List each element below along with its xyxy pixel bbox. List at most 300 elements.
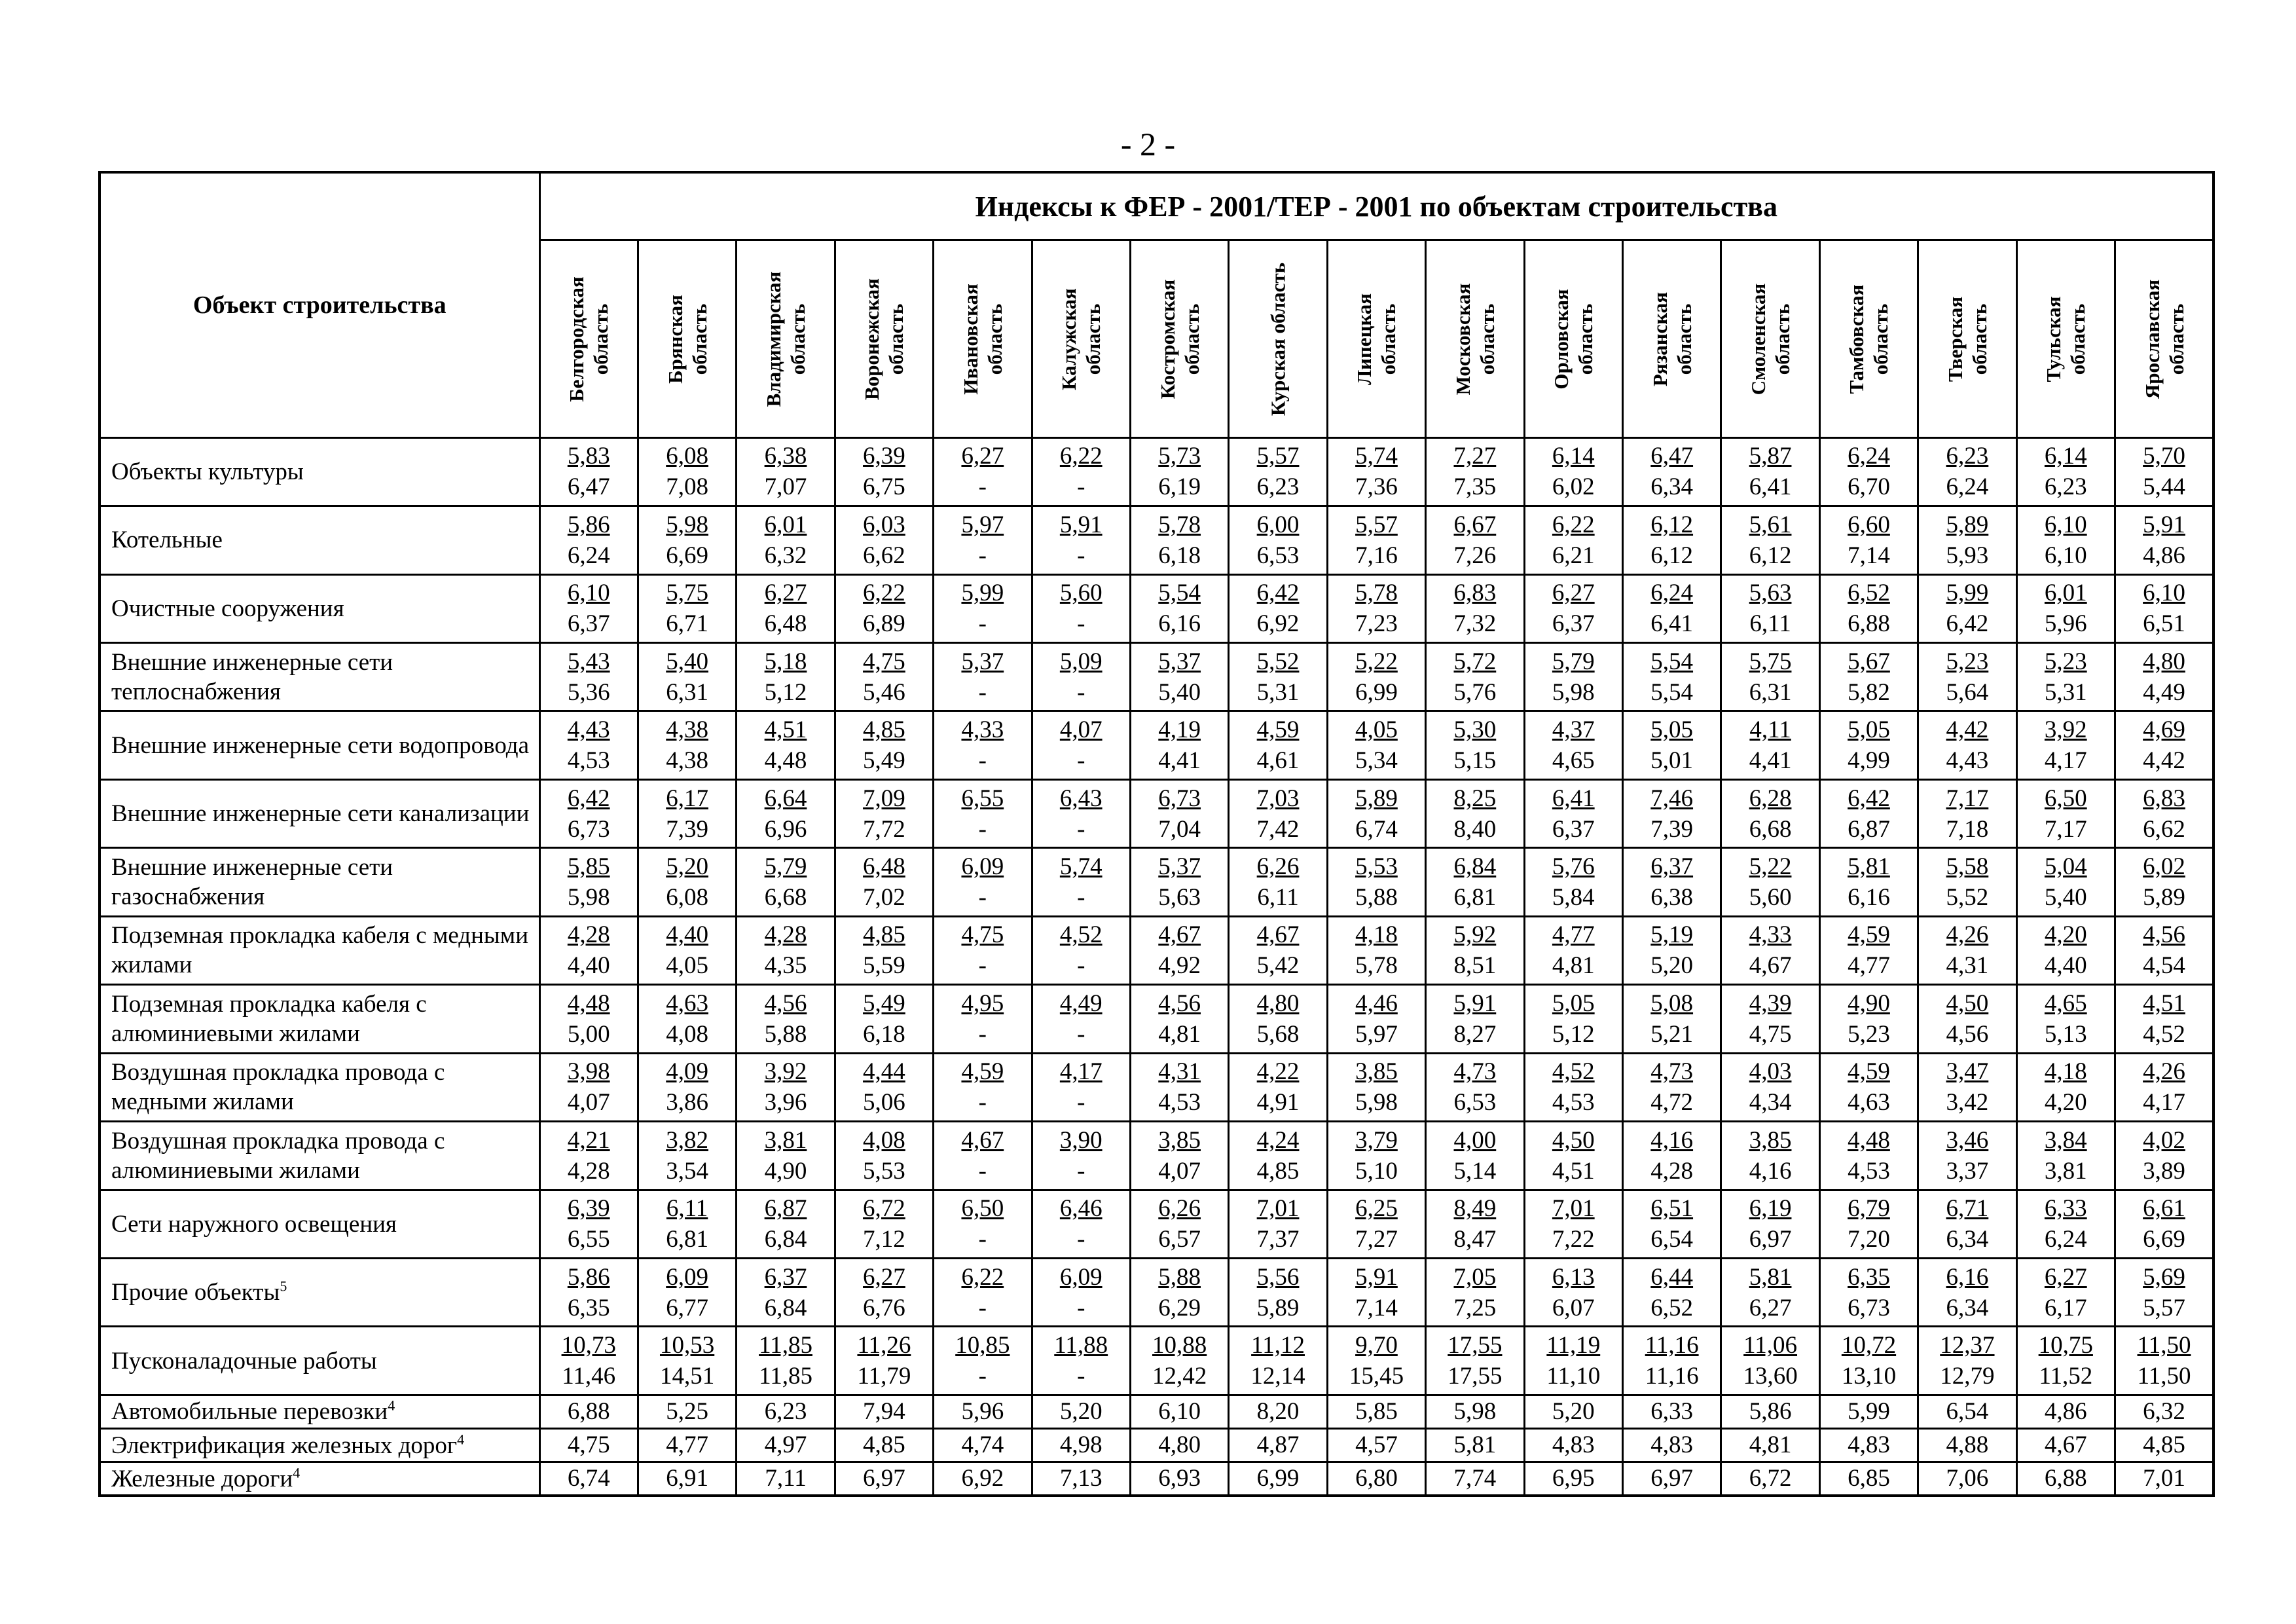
ter-index-value: 7,36 xyxy=(1355,473,1398,501)
fer-index-value: 4,00 xyxy=(1453,1126,1497,1154)
ter-index-value: 7,42 xyxy=(1256,815,1300,843)
index-cell xyxy=(835,506,933,574)
ter-index-value: 4,38 xyxy=(666,747,708,775)
ter-index-value: 6,37 xyxy=(567,610,610,638)
index-cell xyxy=(1130,1122,1228,1190)
object-name xyxy=(100,437,539,506)
fer-index-value: 5,81 xyxy=(1848,853,1890,881)
ter-index-value: 6,53 xyxy=(1256,542,1300,569)
region-name-line: Костромская xyxy=(1156,279,1179,399)
region-name xyxy=(1549,289,1597,389)
ter-index-value: 5,06 xyxy=(863,1089,905,1116)
ter-index-value: 4,56 xyxy=(1946,1020,1989,1048)
object-name-text: Прочие объекты xyxy=(111,1279,280,1306)
ter-index-value: 6,69 xyxy=(666,542,708,569)
index-cell xyxy=(737,643,835,711)
ter-index-value: - xyxy=(1077,815,1085,843)
fer-index-value: 5,09 xyxy=(1059,648,1102,675)
ter-index-value: 4,77 xyxy=(1848,952,1890,980)
ter-index-value: 5,68 xyxy=(1256,1020,1300,1048)
region-header xyxy=(1721,240,1819,437)
index-cell xyxy=(934,437,1032,506)
fer-index-value: 5,79 xyxy=(764,853,807,881)
index-cell xyxy=(1426,779,1524,847)
fer-index-value: 6,44 xyxy=(1650,1263,1694,1291)
fer-index-value: 4,59 xyxy=(961,1058,1004,1086)
index-cell xyxy=(1032,985,1130,1053)
index-cell xyxy=(539,1462,638,1496)
fer-index-value: 5,86 xyxy=(567,1263,610,1291)
object-name xyxy=(100,779,539,847)
index-cell xyxy=(1622,574,1721,642)
index-cell xyxy=(1327,437,1425,506)
ter-index-value: 6,31 xyxy=(666,678,708,706)
index-cell xyxy=(1426,1122,1524,1190)
fer-index-value: 6,22 xyxy=(863,580,905,607)
object-name-text: Внешние инженерные сети газоснабжения xyxy=(111,854,393,911)
index-cell xyxy=(1918,1462,2016,1496)
index-cell xyxy=(1229,1395,1327,1428)
index-cell xyxy=(1721,1053,1819,1121)
index-cell xyxy=(1130,643,1228,711)
fer-index-value: 4,73 xyxy=(1453,1058,1497,1086)
index-cell xyxy=(1426,1190,1524,1258)
index-cell xyxy=(737,848,835,916)
ter-index-value: 4,86 xyxy=(2143,542,2185,569)
region-header xyxy=(1327,240,1425,437)
fer-index-value: 5,53 xyxy=(1355,853,1398,881)
index-value: 5,99 xyxy=(1848,1397,1890,1425)
object-name xyxy=(100,1190,539,1258)
index-cell xyxy=(1229,711,1327,779)
ter-index-value: 5,42 xyxy=(1256,952,1300,980)
fer-index-value: 6,09 xyxy=(961,853,1004,881)
region-name-line: Смоленская xyxy=(1747,283,1770,395)
index-cell xyxy=(1032,711,1130,779)
region-name xyxy=(958,284,1007,395)
index-cell xyxy=(1327,711,1425,779)
index-cell xyxy=(835,848,933,916)
index-value: 6,72 xyxy=(1749,1465,1792,1492)
index-cell xyxy=(2115,1190,2214,1258)
fer-index-value: 6,52 xyxy=(1848,580,1890,607)
fer-index-value: 17,55 xyxy=(1448,1332,1503,1359)
object-name xyxy=(100,1122,539,1190)
region-name xyxy=(1057,288,1105,390)
index-cell xyxy=(1327,506,1425,574)
fer-index-value: 4,33 xyxy=(1749,921,1792,949)
fer-index-value: 3,84 xyxy=(2044,1126,2087,1154)
fer-index-value: 4,28 xyxy=(764,921,807,949)
fer-index-value: 6,17 xyxy=(666,784,708,812)
index-value: 6,91 xyxy=(666,1465,708,1492)
fer-index-value: 5,98 xyxy=(666,511,708,538)
table-row xyxy=(100,848,2214,916)
region-name xyxy=(2041,296,2090,382)
index-cell xyxy=(934,574,1032,642)
fer-index-value: 5,22 xyxy=(1749,853,1792,881)
index-cell xyxy=(2115,574,2214,642)
ter-index-value: 5,15 xyxy=(1453,747,1497,775)
index-cell xyxy=(1032,574,1130,642)
fer-index-value: 5,37 xyxy=(961,648,1004,675)
index-cell xyxy=(1032,437,1130,506)
ter-index-value: 7,08 xyxy=(666,473,708,501)
index-cell xyxy=(1327,1190,1425,1258)
fer-index-value: 5,75 xyxy=(666,580,708,607)
fer-index-value: 6,01 xyxy=(2044,580,2087,607)
region-header xyxy=(1819,240,1918,437)
ter-index-value: 5,57 xyxy=(2143,1294,2185,1321)
index-cell xyxy=(1524,1258,1622,1326)
fer-index-value: 4,17 xyxy=(1059,1058,1102,1086)
fer-index-value: 5,89 xyxy=(1355,784,1398,812)
fer-index-value: 4,52 xyxy=(1552,1058,1595,1086)
ter-index-value: 6,88 xyxy=(1848,610,1890,638)
index-cell xyxy=(1327,1053,1425,1121)
fer-index-value: 10,72 xyxy=(1841,1332,1897,1359)
region-header xyxy=(2115,240,2214,437)
ter-index-value: 3,37 xyxy=(1946,1157,1989,1185)
fer-index-value: 5,30 xyxy=(1453,716,1497,744)
ter-index-value: 6,92 xyxy=(1256,610,1300,638)
index-cell xyxy=(934,1429,1032,1462)
fer-index-value: 4,28 xyxy=(567,921,610,949)
index-cell xyxy=(1229,1190,1327,1258)
region-name-line: Ивановская xyxy=(958,283,982,395)
index-cell xyxy=(2115,985,2214,1053)
ter-index-value: - xyxy=(978,884,987,912)
fer-index-value: 4,33 xyxy=(961,716,1004,744)
fer-index-value: 6,35 xyxy=(1848,1263,1890,1291)
index-cell xyxy=(1130,916,1228,984)
object-name-text: Воздушная прокладка провода с медными жилами xyxy=(111,1059,445,1116)
index-cell xyxy=(1229,848,1327,916)
fer-index-value: 6,71 xyxy=(1946,1195,1989,1223)
index-cell xyxy=(1229,1258,1327,1326)
ter-index-value: 5,54 xyxy=(1650,678,1694,706)
index-cell xyxy=(1130,1429,1228,1462)
region-name-line: область xyxy=(1771,303,1795,375)
index-cell xyxy=(638,1462,736,1496)
index-cell xyxy=(1622,1122,1721,1190)
index-cell xyxy=(934,1327,1032,1395)
fer-index-value: 4,49 xyxy=(1059,989,1102,1017)
ter-index-value: 5,98 xyxy=(1355,1089,1398,1116)
fer-index-value: 4,48 xyxy=(567,989,610,1017)
object-name xyxy=(100,643,539,711)
ter-index-value: 7,39 xyxy=(1650,815,1694,843)
region-header xyxy=(1426,240,1524,437)
fer-index-value: 5,97 xyxy=(961,511,1004,538)
index-cell xyxy=(1918,848,2016,916)
fer-index-value: 11,19 xyxy=(1546,1332,1601,1359)
index-cell xyxy=(638,506,736,574)
fer-index-value: 4,67 xyxy=(961,1126,1004,1154)
fer-index-value: 7,01 xyxy=(1256,1195,1300,1223)
index-cell xyxy=(1524,779,1622,847)
fer-index-value: 8,25 xyxy=(1453,784,1497,812)
index-cell xyxy=(2016,848,2115,916)
ter-index-value: 4,42 xyxy=(2143,747,2185,775)
fer-index-value: 4,52 xyxy=(1059,921,1102,949)
index-cell xyxy=(1426,985,1524,1053)
index-cell xyxy=(1918,1395,2016,1428)
ter-index-value: 11,10 xyxy=(1546,1363,1601,1390)
index-cell xyxy=(2115,1053,2214,1121)
index-cell xyxy=(1032,1429,1130,1462)
ter-index-value: 11,85 xyxy=(759,1363,812,1390)
fer-index-value: 4,09 xyxy=(666,1058,708,1086)
fer-index-value: 5,70 xyxy=(2143,443,2185,470)
index-cell xyxy=(539,574,638,642)
index-cell xyxy=(638,574,736,642)
index-cell xyxy=(737,711,835,779)
index-value: 8,20 xyxy=(1256,1397,1300,1425)
ter-index-value: 6,38 xyxy=(1650,884,1694,912)
fer-index-value: 5,81 xyxy=(1749,1263,1792,1291)
fer-index-value: 6,46 xyxy=(1059,1195,1102,1223)
fer-index-value: 5,78 xyxy=(1158,511,1201,538)
fer-index-value: 6,42 xyxy=(1848,784,1890,812)
index-cell xyxy=(1819,574,1918,642)
region-name-line: Тамбовская xyxy=(1845,284,1868,394)
index-cell xyxy=(1327,1122,1425,1190)
fer-index-value: 6,64 xyxy=(764,784,807,812)
index-cell xyxy=(638,1122,736,1190)
index-value: 6,97 xyxy=(863,1465,905,1492)
fer-index-value: 7,09 xyxy=(863,784,905,812)
index-cell xyxy=(1229,1462,1327,1496)
index-cell xyxy=(1426,1327,1524,1395)
ter-index-value: 7,18 xyxy=(1946,815,1989,843)
ter-index-value: 5,10 xyxy=(1355,1157,1398,1185)
fer-index-value: 6,55 xyxy=(961,784,1004,812)
ter-index-value: 5,98 xyxy=(567,884,610,912)
index-cell xyxy=(638,848,736,916)
index-cell xyxy=(638,1395,736,1428)
ter-index-value: 5,88 xyxy=(764,1020,807,1048)
index-cell xyxy=(835,643,933,711)
ter-index-value: - xyxy=(978,952,987,980)
ter-index-value: 4,31 xyxy=(1946,952,1989,980)
index-cell xyxy=(1819,1429,1918,1462)
index-cell xyxy=(1524,1395,1622,1428)
index-cell xyxy=(737,1429,835,1462)
index-cell xyxy=(2016,1429,2115,1462)
fer-index-value: 4,22 xyxy=(1256,1058,1300,1086)
region-name xyxy=(1451,283,1499,395)
ter-index-value: 12,79 xyxy=(1940,1363,1995,1390)
index-cell xyxy=(1721,506,1819,574)
region-name xyxy=(2140,279,2189,398)
index-cell xyxy=(1622,643,1721,711)
index-value: 6,88 xyxy=(567,1397,610,1425)
ter-index-value: 7,04 xyxy=(1158,815,1201,843)
index-cell xyxy=(1819,711,1918,779)
index-cell xyxy=(1524,1122,1622,1190)
ter-index-value: 4,51 xyxy=(1552,1157,1595,1185)
fer-index-value: 4,38 xyxy=(666,716,708,744)
index-cell xyxy=(1622,1053,1721,1121)
region-name-line: область xyxy=(589,303,613,375)
region-name-line: Орловская xyxy=(1550,288,1573,390)
fer-index-value: 4,31 xyxy=(1158,1058,1201,1086)
fer-index-value: 3,90 xyxy=(1059,1126,1102,1154)
index-cell xyxy=(1819,1122,1918,1190)
index-cell xyxy=(1032,1462,1130,1496)
fer-index-value: 6,14 xyxy=(2044,443,2087,470)
table-row xyxy=(100,574,2214,642)
index-cell xyxy=(1229,1429,1327,1462)
ter-index-value: 11,16 xyxy=(1645,1363,1699,1390)
index-value: 6,23 xyxy=(764,1397,807,1425)
table-row xyxy=(100,1327,2214,1395)
fer-index-value: 6,12 xyxy=(1650,511,1694,538)
fer-index-value: 3,79 xyxy=(1355,1126,1398,1154)
index-cell xyxy=(1819,985,1918,1053)
fer-index-value: 6,09 xyxy=(1059,1263,1102,1291)
object-name xyxy=(100,574,539,642)
ter-index-value: - xyxy=(1077,747,1085,775)
ter-index-value: 11,46 xyxy=(562,1363,616,1390)
fer-index-value: 4,40 xyxy=(666,921,708,949)
region-name xyxy=(1943,296,1992,381)
ter-index-value: 4,40 xyxy=(2044,952,2087,980)
ter-index-value: 6,62 xyxy=(2143,815,2185,843)
ter-index-value: 6,21 xyxy=(1552,542,1595,569)
region-header xyxy=(638,240,736,437)
region-name xyxy=(761,271,810,407)
index-value: 6,92 xyxy=(961,1465,1004,1492)
fer-index-value: 5,74 xyxy=(1059,853,1102,881)
footnote-mark: 4 xyxy=(293,1464,301,1481)
ter-index-value: 4,43 xyxy=(1946,747,1989,775)
index-cell xyxy=(1130,1462,1228,1496)
ter-index-value: 6,62 xyxy=(863,542,905,569)
region-header xyxy=(1130,240,1228,437)
index-cell xyxy=(638,1053,736,1121)
fer-index-value: 6,28 xyxy=(1749,784,1792,812)
fer-index-value: 6,61 xyxy=(2143,1195,2185,1223)
fer-index-value: 6,50 xyxy=(2044,784,2087,812)
index-cell xyxy=(2115,1258,2214,1326)
ter-index-value: 6,12 xyxy=(1749,542,1792,569)
fer-index-value: 4,07 xyxy=(1059,716,1102,744)
ter-index-value: 4,75 xyxy=(1749,1020,1792,1048)
fer-index-value: 5,61 xyxy=(1749,511,1792,538)
ter-index-value: 6,73 xyxy=(567,815,610,843)
index-value: 6,54 xyxy=(1946,1397,1989,1425)
object-name xyxy=(100,506,539,574)
index-value: 5,86 xyxy=(1749,1397,1792,1425)
ter-index-value: - xyxy=(1077,1089,1085,1116)
object-name xyxy=(100,1462,539,1496)
ter-index-value: 4,53 xyxy=(1158,1089,1201,1116)
ter-index-value: 4,17 xyxy=(2044,747,2087,775)
ter-index-value: 15,45 xyxy=(1349,1363,1404,1390)
fer-index-value: 4,51 xyxy=(764,716,807,744)
ter-index-value: 6,34 xyxy=(1946,1226,1989,1253)
ter-index-value: 6,23 xyxy=(2044,473,2087,501)
index-cell xyxy=(1426,916,1524,984)
fer-index-value: 4,43 xyxy=(567,716,610,744)
index-value: 7,11 xyxy=(765,1465,807,1492)
ter-index-value: - xyxy=(978,542,987,569)
ter-index-value: 6,89 xyxy=(863,610,905,638)
ter-index-value: - xyxy=(978,473,987,501)
index-cell xyxy=(1918,437,2016,506)
index-cell xyxy=(2115,1327,2214,1395)
index-value: 4,67 xyxy=(2044,1431,2087,1459)
fer-index-value: 3,46 xyxy=(1946,1126,1989,1154)
fer-index-value: 5,88 xyxy=(1158,1263,1201,1291)
fer-index-value: 5,72 xyxy=(1453,648,1497,675)
index-value: 4,85 xyxy=(863,1431,905,1459)
fer-index-value: 4,18 xyxy=(2044,1058,2087,1086)
fer-index-value: 4,56 xyxy=(2143,921,2185,949)
fer-index-value: 4,59 xyxy=(1848,921,1890,949)
object-name-text: Очистные сооружения xyxy=(111,595,344,622)
fer-index-value: 5,57 xyxy=(1256,443,1300,470)
ter-index-value: 4,07 xyxy=(567,1089,610,1116)
ter-index-value: 4,90 xyxy=(764,1157,807,1185)
fer-index-value: 5,74 xyxy=(1355,443,1398,470)
fer-index-value: 7,05 xyxy=(1453,1263,1497,1291)
ter-index-value: 6,75 xyxy=(863,473,905,501)
index-cell xyxy=(1130,574,1228,642)
index-cell xyxy=(1524,711,1622,779)
fer-index-value: 6,33 xyxy=(2044,1195,2087,1223)
ter-index-value: 4,52 xyxy=(2143,1020,2185,1048)
index-cell xyxy=(934,1190,1032,1258)
fer-index-value: 11,16 xyxy=(1645,1332,1699,1359)
object-name-text: Сети наружного освещения xyxy=(111,1210,397,1238)
fer-index-value: 3,92 xyxy=(2044,716,2087,744)
fer-index-value: 6,27 xyxy=(863,1263,905,1291)
region-name xyxy=(1746,283,1795,395)
region-header xyxy=(1622,240,1721,437)
object-name-text: Внешние инженерные сети канализации xyxy=(111,800,530,828)
fer-index-value: 4,65 xyxy=(2044,989,2087,1017)
fer-index-value: 4,56 xyxy=(764,989,807,1017)
ter-index-value: 5,52 xyxy=(1946,884,1989,912)
index-value: 4,88 xyxy=(1946,1431,1989,1459)
fer-index-value: 4,67 xyxy=(1256,921,1300,949)
index-cell xyxy=(1524,848,1622,916)
ter-index-value: 5,00 xyxy=(567,1020,610,1048)
ter-index-value: 12,42 xyxy=(1152,1363,1207,1390)
fer-index-value: 6,83 xyxy=(1453,580,1497,607)
ter-index-value: 5,40 xyxy=(2044,884,2087,912)
index-value: 7,94 xyxy=(863,1397,905,1425)
index-cell xyxy=(1819,1258,1918,1326)
fer-index-value: 6,13 xyxy=(1552,1263,1595,1291)
index-cell xyxy=(1721,574,1819,642)
fer-index-value: 5,58 xyxy=(1946,853,1989,881)
index-cell xyxy=(1622,437,1721,506)
fer-index-value: 5,05 xyxy=(1552,989,1595,1017)
fer-index-value: 4,16 xyxy=(1650,1126,1694,1154)
fer-index-value: 4,90 xyxy=(1848,989,1890,1017)
table-row xyxy=(100,1190,2214,1258)
index-cell xyxy=(1918,1122,2016,1190)
ter-index-value: 6,70 xyxy=(1848,473,1890,501)
ter-index-value: 6,27 xyxy=(1749,1294,1792,1321)
table-row xyxy=(100,437,2214,506)
index-cell xyxy=(2016,1395,2115,1428)
fer-index-value: 5,05 xyxy=(1848,716,1890,744)
